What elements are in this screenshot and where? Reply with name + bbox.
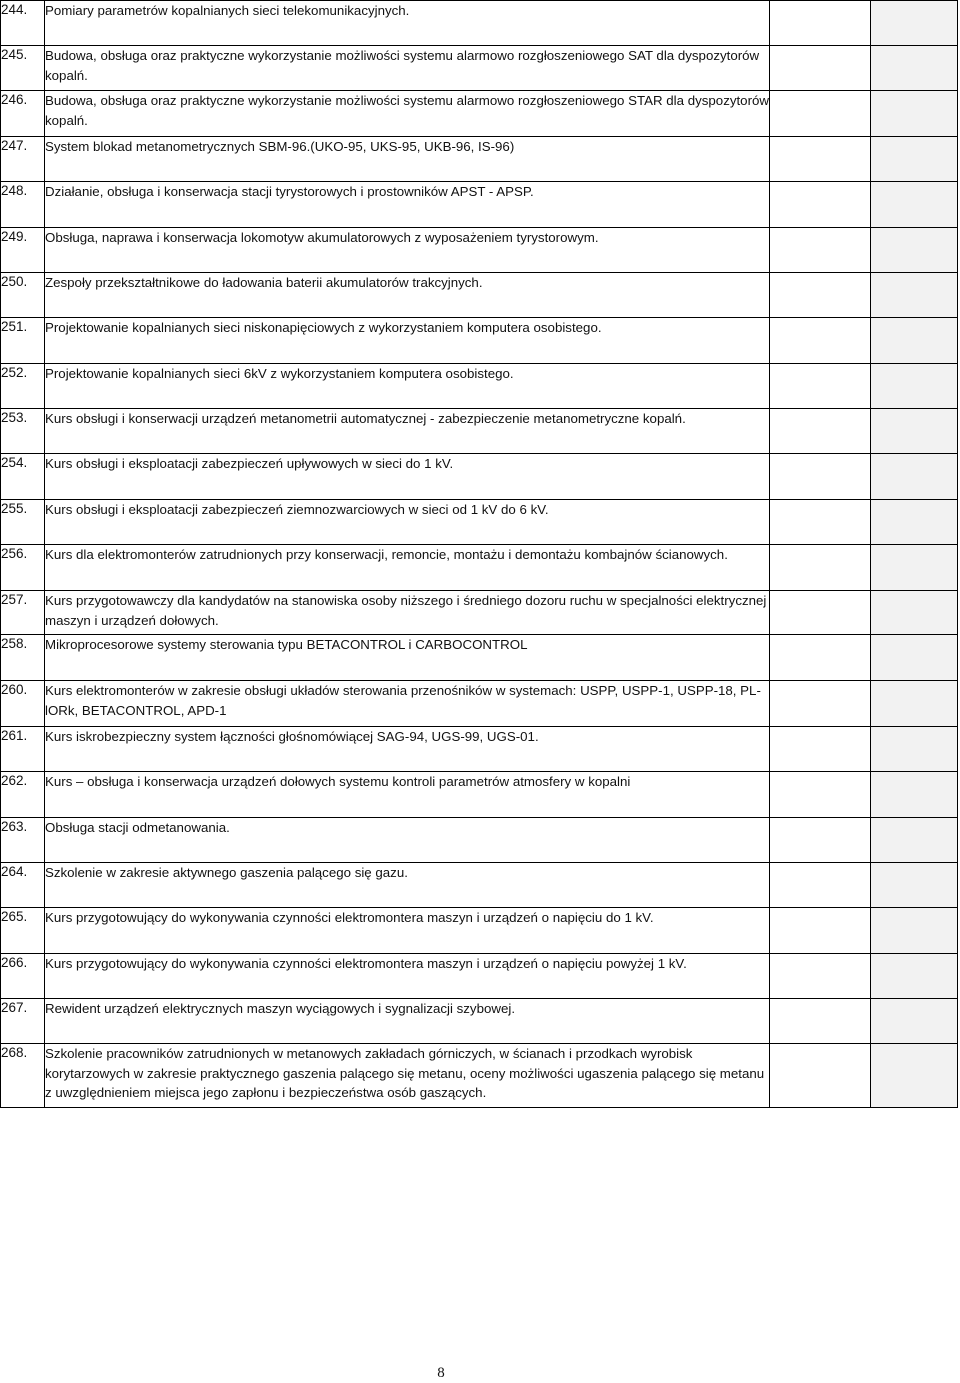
empty-cell [770, 681, 871, 727]
table-row [1, 182, 958, 228]
empty-cell [770, 818, 871, 863]
empty-cell [770, 999, 871, 1044]
empty-cell [770, 591, 871, 635]
course-title: Projektowanie kopalnianych sieci niskonapięciowych z wykorzystaniem komputera osobistego. [45, 318, 770, 364]
empty-cell [770, 772, 871, 818]
table-row [1, 137, 958, 182]
course-title: Kurs przygotowujący do wykonywania czynności elektromontera maszyn i urządzeń o napięciu do 1 kV. [45, 908, 770, 954]
table-row [1, 228, 958, 273]
shaded-cell [871, 818, 958, 863]
empty-cell [770, 500, 871, 545]
course-number: 244. [1, 1, 45, 46]
shaded-cell [871, 727, 958, 772]
course-title: Szkolenie pracowników zatrudnionych w metanowych zakładach górniczych, w ścianach i przodkach wyrobisk korytarzowych w zakresie praktycznego gaszenia palącego się metanu, oceny możliwości ugaszenia palącego się metanu z uwzględnieniem miejsca jego zapłonu i bezpieczeństwa osób gaszących. [45, 1044, 770, 1108]
course-number: 260. [1, 681, 45, 727]
shaded-cell [871, 318, 958, 364]
course-number: 250. [1, 273, 45, 318]
table-row [1, 545, 958, 591]
table-row [1, 500, 958, 545]
table-row [1, 273, 958, 318]
course-title: Szkolenie w zakresie aktywnego gaszenia palącego się gazu. [45, 863, 770, 908]
table-row [1, 954, 958, 999]
empty-cell [770, 454, 871, 500]
shaded-cell [871, 954, 958, 999]
course-title: Kurs – obsługa i konserwacja urządzeń dołowych systemu kontroli parametrów atmosfery w kopalni [45, 772, 770, 818]
empty-cell [770, 908, 871, 954]
table-row [1, 1, 958, 46]
empty-cell [770, 545, 871, 591]
empty-cell [770, 273, 871, 318]
course-number: 254. [1, 454, 45, 500]
course-number: 267. [1, 999, 45, 1044]
table-row [1, 318, 958, 364]
table-row [1, 635, 958, 681]
shaded-cell [871, 182, 958, 228]
table-row [1, 908, 958, 954]
course-number: 253. [1, 409, 45, 454]
course-title: Kurs dla elektromonterów zatrudnionych przy konserwacji, remoncie, montażu i demontażu kombajnów ścianowych. [45, 545, 770, 591]
course-number: 262. [1, 772, 45, 818]
page-number: 8 [437, 1365, 445, 1381]
course-title: Budowa, obsługa oraz praktyczne wykorzystanie możliwości systemu alarmowo rozgłoszeniowego SAT dla dyspozytorów kopalń. [45, 46, 770, 91]
course-title: System blokad metanometrycznych SBM-96.(UKO-95, UKS-95, UKB-96, IS-96) [45, 137, 770, 182]
empty-cell [770, 182, 871, 228]
course-title: Zespoły przekształtnikowe do ładowania baterii akumulatorów trakcyjnych. [45, 273, 770, 318]
table-row [1, 364, 958, 409]
course-number: 263. [1, 818, 45, 863]
table-row [1, 409, 958, 454]
course-number: 268. [1, 1044, 45, 1108]
shaded-cell [871, 635, 958, 681]
table-row [1, 999, 958, 1044]
shaded-cell [871, 409, 958, 454]
course-number: 246. [1, 91, 45, 137]
course-number: 265. [1, 908, 45, 954]
course-title: Kurs obsługi i eksploatacji zabezpieczeń upływowych w sieci do 1 kV. [45, 454, 770, 500]
shaded-cell [871, 863, 958, 908]
course-title: Kurs obsługi i eksploatacji zabezpieczeń ziemnozwarciowych w sieci od 1 kV do 6 kV. [45, 500, 770, 545]
table-row [1, 46, 958, 91]
course-title: Kurs obsługi i konserwacji urządzeń metanometrii automatycznej - zabezpieczenie metanometryczne kopalń. [45, 409, 770, 454]
course-title: Kurs iskrobezpieczny system łączności głośnomówiącej SAG-94, UGS-99, UGS-01. [45, 727, 770, 772]
empty-cell [770, 1044, 871, 1108]
empty-cell [770, 91, 871, 137]
course-title: Mikroprocesorowe systemy sterowania typu BETACONTROL i CARBOCONTROL [45, 635, 770, 681]
course-number: 251. [1, 318, 45, 364]
table-row [1, 1044, 958, 1108]
course-number: 261. [1, 727, 45, 772]
table-row [1, 863, 958, 908]
empty-cell [770, 863, 871, 908]
shaded-cell [871, 91, 958, 137]
course-title: Obsługa stacji odmetanowania. [45, 818, 770, 863]
table-row [1, 727, 958, 772]
empty-cell [770, 954, 871, 999]
empty-cell [770, 228, 871, 273]
shaded-cell [871, 137, 958, 182]
course-number: 255. [1, 500, 45, 545]
table-row [1, 681, 958, 727]
shaded-cell [871, 1, 958, 46]
table-row [1, 818, 958, 863]
course-number: 258. [1, 635, 45, 681]
shaded-cell [871, 364, 958, 409]
course-title: Kurs elektromonterów w zakresie obsługi układów sterowania przenośników w systemach: USPP, USPP-1, USPP-18, PL-lORk, BETACONTROL, APD-1 [45, 681, 770, 727]
shaded-cell [871, 500, 958, 545]
course-title: Budowa, obsługa oraz praktyczne wykorzystanie możliwości systemu alarmowo rozgłoszeniowego STAR dla dyspozytorów kopalń. [45, 91, 770, 137]
empty-cell [770, 46, 871, 91]
table-row [1, 91, 958, 137]
course-title: Obsługa, naprawa i konserwacja lokomotyw akumulatorowych z wyposażeniem tyrystorowym. [45, 228, 770, 273]
shaded-cell [871, 273, 958, 318]
course-title: Pomiary parametrów kopalnianych sieci telekomunikacyjnych. [45, 1, 770, 46]
shaded-cell [871, 908, 958, 954]
course-number: 266. [1, 954, 45, 999]
empty-cell [770, 727, 871, 772]
course-number: 257. [1, 591, 45, 635]
table-row [1, 772, 958, 818]
course-number: 248. [1, 182, 45, 228]
empty-cell [770, 364, 871, 409]
shaded-cell [871, 1044, 958, 1108]
shaded-cell [871, 681, 958, 727]
shaded-cell [871, 772, 958, 818]
shaded-cell [871, 545, 958, 591]
course-number: 245. [1, 46, 45, 91]
course-number: 256. [1, 545, 45, 591]
empty-cell [770, 635, 871, 681]
empty-cell [770, 137, 871, 182]
table-row [1, 454, 958, 500]
empty-cell [770, 1, 871, 46]
shaded-cell [871, 454, 958, 500]
shaded-cell [871, 591, 958, 635]
empty-cell [770, 409, 871, 454]
course-number: 249. [1, 228, 45, 273]
table-row [1, 591, 958, 635]
course-title: Kurs przygotowujący do wykonywania czynności elektromontera maszyn i urządzeń o napięciu powyżej 1 kV. [45, 954, 770, 999]
course-title: Kurs przygotowawczy dla kandydatów na stanowiska osoby niższego i średniego dozoru ruchu w specjalności elektrycznej maszyn i urządzeń dołowych. [45, 591, 770, 635]
shaded-cell [871, 228, 958, 273]
shaded-cell [871, 999, 958, 1044]
empty-cell [770, 318, 871, 364]
course-title: Działanie, obsługa i konserwacja stacji tyrystorowych i prostowników APST - APSP. [45, 182, 770, 228]
course-number: 252. [1, 364, 45, 409]
course-title: Rewident urządzeń elektrycznych maszyn wyciągowych i sygnalizacji szybowej. [45, 999, 770, 1044]
course-title: Projektowanie kopalnianych sieci 6kV z wykorzystaniem komputera osobistego. [45, 364, 770, 409]
course-table-body [1, 1, 958, 1108]
course-number: 264. [1, 863, 45, 908]
shaded-cell [871, 46, 958, 91]
course-number: 247. [1, 137, 45, 182]
